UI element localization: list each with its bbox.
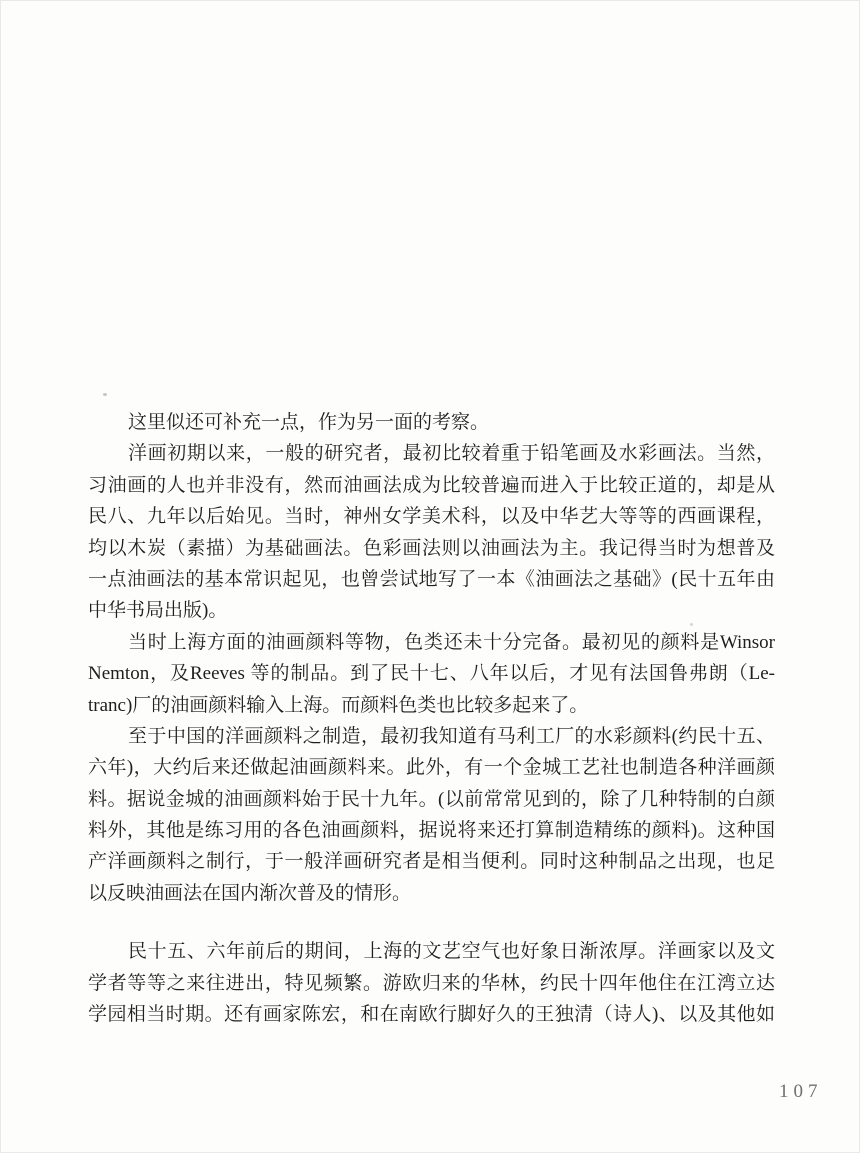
page-number: 107 — [779, 1081, 823, 1102]
page-text-block — [88, 407, 775, 1030]
text-line: 料。据说金城的油画颜料始于民十九年。(以前常常见到的，除了几种特制的白颜 — [88, 788, 775, 810]
text-line: 学园相当时期。还有画家陈宏，和在南欧行脚好久的王独清（诗人)、以及其他如 — [88, 1004, 775, 1026]
text-line: 产洋画颜料之制行，于一般洋画研究者是相当便利。同时这种制品之出现，也足 — [88, 851, 775, 873]
text-line: 洋画初期以来，一般的研究者，最初比较着重于铅笔画及水彩画法。当然， — [128, 443, 775, 465]
text-line: 习油画的人也并非没有，然而油画法成为比较普遍而进入于比较正道的，却是从 — [88, 474, 775, 496]
text-line: 至于中国的洋画颜料之制造，最初我知道有马利工厂的水彩颜料(约民十五、 — [128, 725, 775, 747]
text-line: 民十五、六年前后的期间，上海的文艺空气也好象日渐浓厚。洋画家以及文 — [128, 941, 775, 963]
text-line: 料外，其他是练习用的各色油画颜料，据说将来还打算制造精练的颜料)。这种国 — [88, 820, 775, 842]
scan-artifact-dot — [103, 393, 107, 396]
text-line: tranc)厂的油画颜料输入上海。而颜料色类也比较多起来了。 — [88, 694, 589, 716]
text-line: 一点油画法的基本常识起见，也曾尝试地写了一本《油画法之基础》(民十五年由 — [88, 568, 775, 590]
text-line: 六年)，大约后来还做起油画颜料来。此外，有一个金城工艺社也制造各种洋画颜 — [88, 757, 775, 779]
text-line: 以反映油画法在国内渐次普及的情形。 — [88, 882, 412, 904]
text-line: 均以木炭（素描）为基础画法。色彩画法则以油画法为主。我记得当时为想普及 — [88, 537, 775, 559]
text-line: 民八、九年以后始见。当时，神州女学美术科，以及中华艺大等等的西画课程， — [88, 506, 775, 528]
text-line: Nemton，及Reeves 等的制品。到了民十七、八年以后，才见有法国鲁弗朗（Le- — [88, 663, 775, 685]
text-line: 这里似还可补充一点，作为另一面的考察。 — [128, 412, 490, 433]
text-line: 学者等等之来往进出，特见频繁。游欧归来的华林，约民十四年他住在江湾立达 — [88, 972, 775, 994]
text-line: 当时上海方面的油画颜料等物，色类还未十分完备。最初见的颜料是Winsor — [128, 631, 775, 653]
text-line: 中华书局出版)。 — [88, 600, 228, 622]
